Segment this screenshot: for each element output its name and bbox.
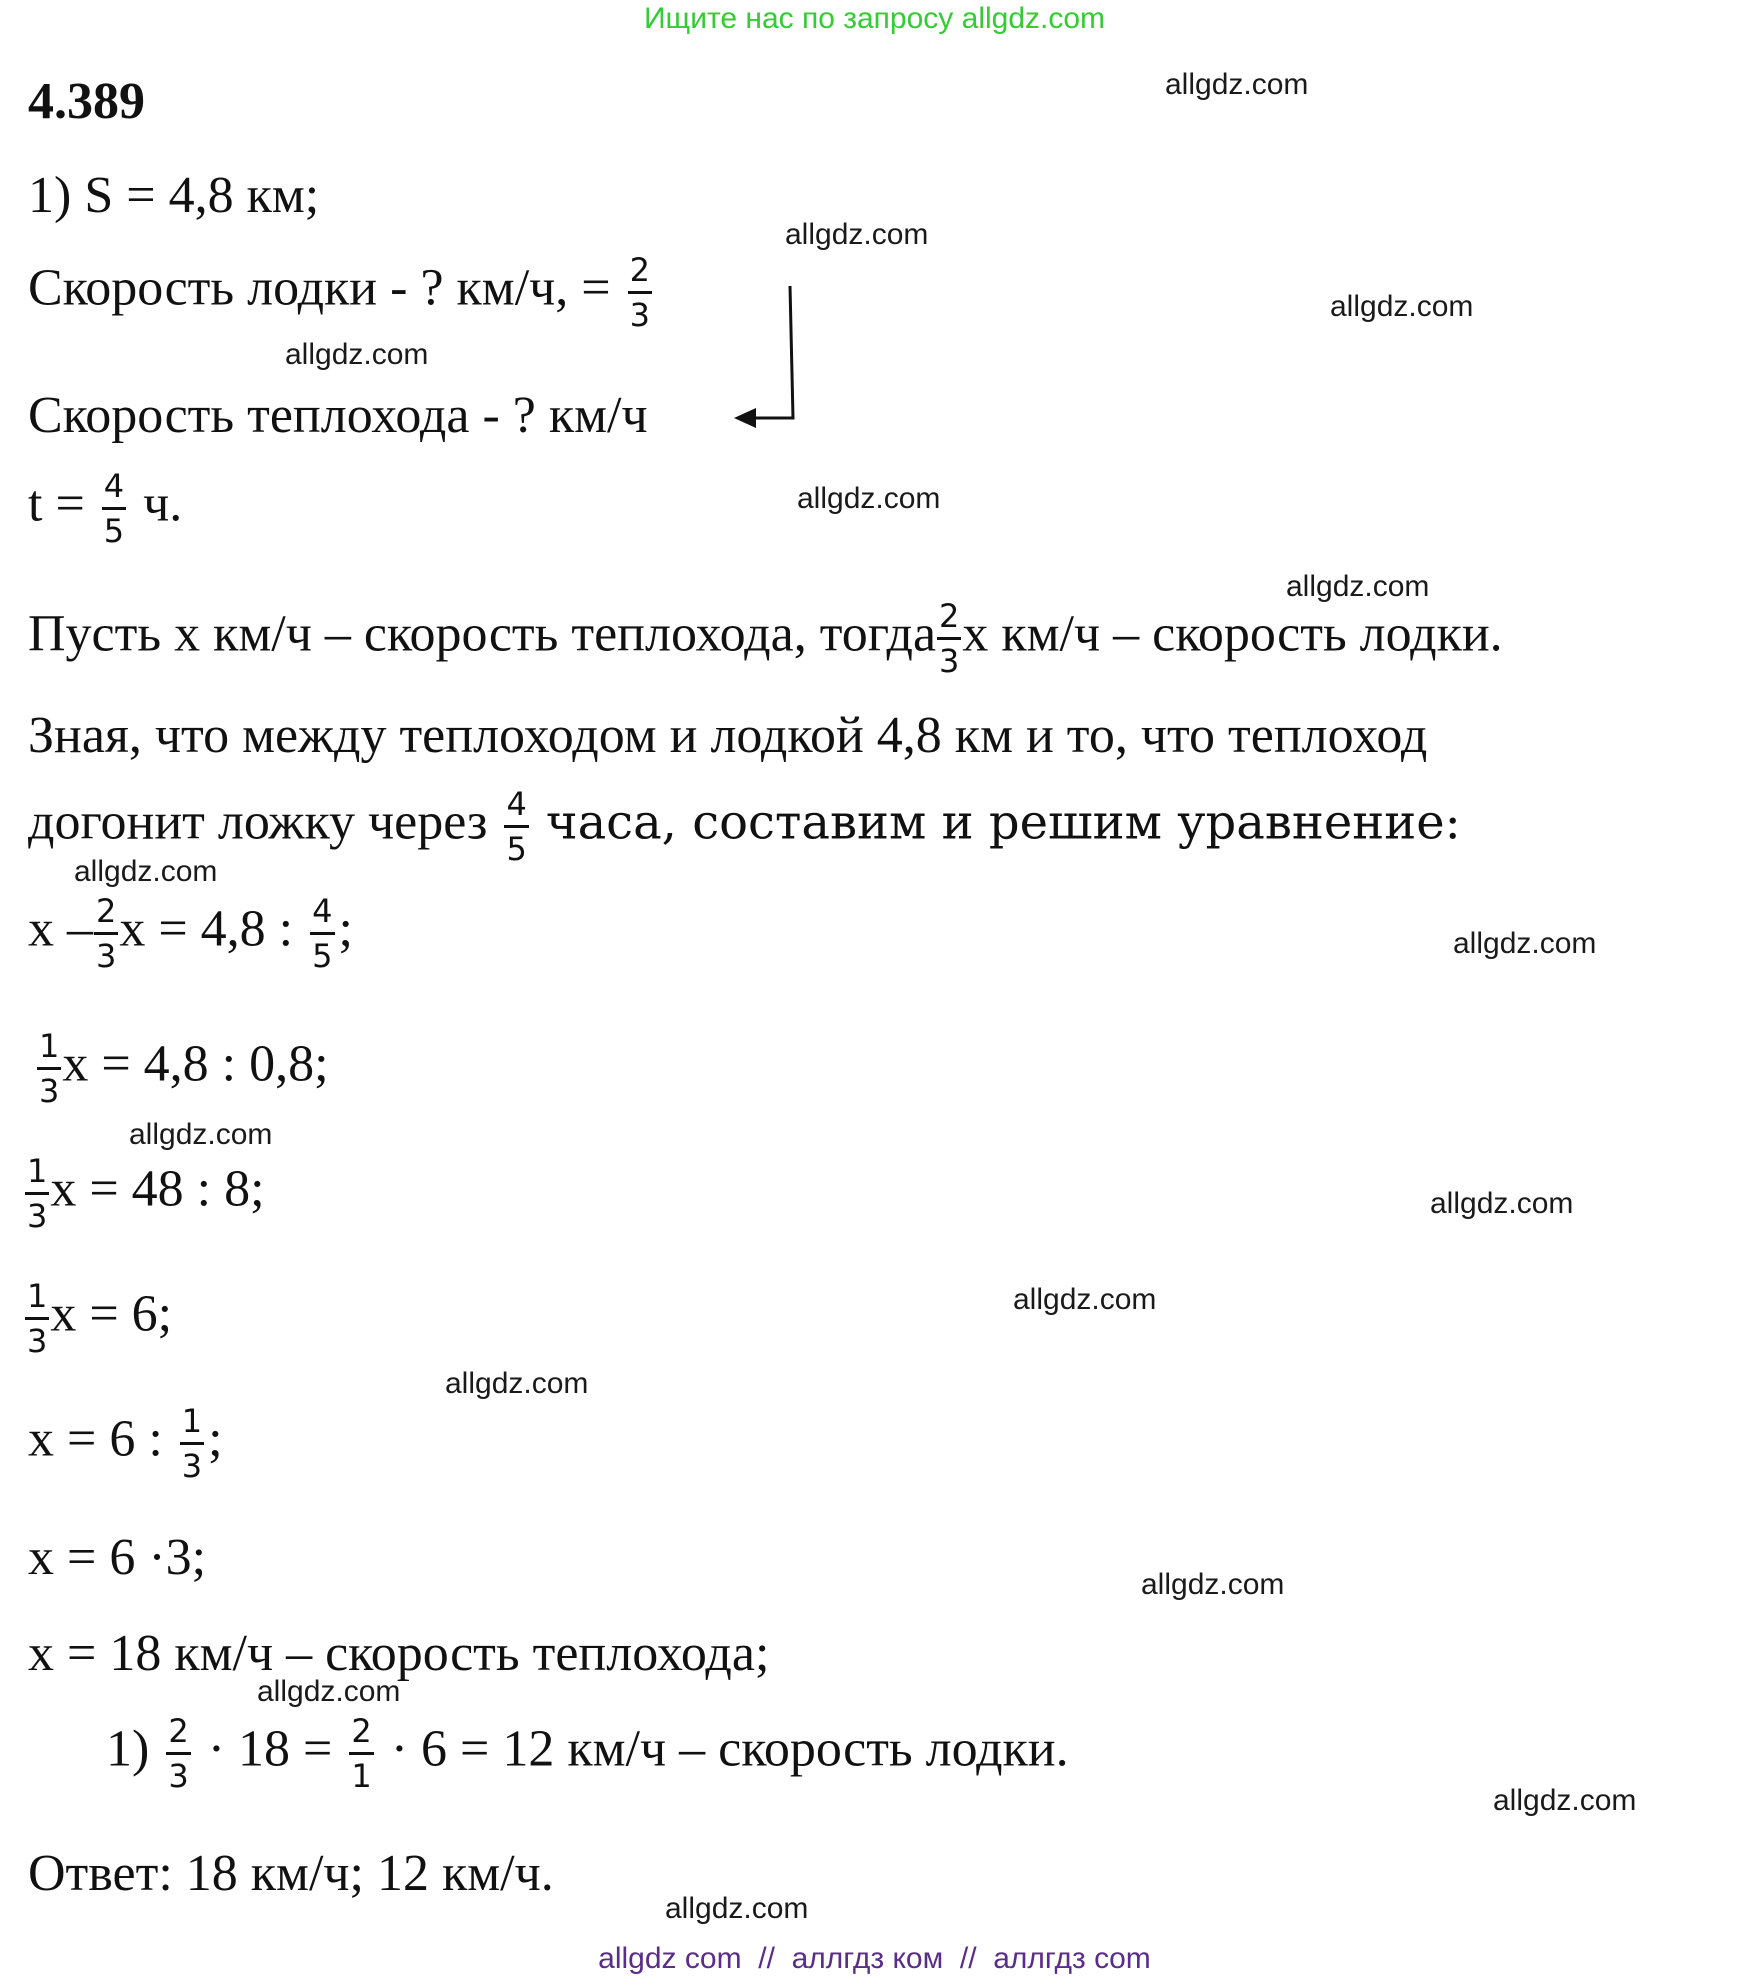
watermark: allgdz.com	[257, 1675, 401, 1708]
fraction	[937, 597, 961, 680]
equation-4	[24, 1277, 173, 1360]
fraction-numerator: 4	[102, 470, 126, 510]
catch-prefix: догонит ложку через	[28, 793, 488, 851]
watermark: allgdz.com	[797, 482, 941, 515]
fraction-denominator: 1	[351, 1757, 372, 1795]
fraction-numerator: 1	[180, 1405, 204, 1445]
fraction-numerator: 2	[628, 254, 652, 294]
watermark: allgdz.com	[1453, 927, 1597, 960]
eq4-b: х = 6;	[50, 1285, 173, 1343]
step-c: · 6 = 12 км/ч – скорость лодки.	[390, 1720, 1069, 1778]
fraction-denominator: 3	[939, 642, 960, 680]
given-ship-speed: Скорость теплохода - ? км/ч	[28, 387, 648, 444]
fraction-denominator: 5	[103, 512, 125, 550]
eq3-b: х = 48 : 8;	[50, 1160, 265, 1218]
fraction-denominator: 3	[629, 296, 650, 334]
watermark: allgdz.com	[129, 1118, 273, 1151]
fraction	[166, 1712, 190, 1795]
catch-statement	[28, 785, 1461, 868]
eq5-c: ;	[208, 1410, 223, 1468]
eq1-a: х –	[28, 900, 93, 958]
fraction-denominator: 5	[506, 830, 527, 868]
fraction-numerator: 1	[25, 1280, 49, 1320]
given-boat-speed	[28, 251, 656, 334]
fraction-numerator: 2	[349, 1715, 373, 1755]
watermark: allgdz.com	[285, 338, 429, 371]
let-suffix: х км/ч – скорость лодки.	[962, 605, 1503, 663]
fraction-numerator: 2	[937, 600, 961, 640]
eq5-a: х = 6 :	[28, 1410, 163, 1468]
fraction-numerator: 4	[504, 788, 528, 828]
fraction-denominator: 3	[27, 1197, 48, 1235]
let-statement	[28, 597, 1503, 680]
fraction-denominator: 3	[181, 1447, 203, 1485]
problem-number: 4.389	[28, 73, 145, 130]
given-distance: 1) S = 4,8 км;	[28, 167, 320, 224]
boat-speed-label: Скорость лодки - ? км/ч, =	[28, 259, 611, 317]
watermark: allgdz.com	[1165, 68, 1309, 101]
step-boat-speed	[106, 1712, 1069, 1795]
watermark: allgdz.com	[445, 1367, 589, 1400]
watermark: allgdz.com	[1286, 570, 1430, 603]
fraction	[349, 1712, 373, 1795]
fraction	[25, 1152, 49, 1235]
equation-3	[24, 1152, 265, 1235]
fraction	[25, 1277, 49, 1360]
fraction-numerator: 1	[37, 1030, 61, 1070]
fraction	[94, 892, 118, 975]
time-prefix: t =	[28, 475, 85, 533]
fraction-denominator: 3	[27, 1322, 48, 1360]
eq1-b: х = 4,8 :	[119, 900, 294, 958]
fraction	[37, 1027, 61, 1110]
time-suffix: ч.	[143, 475, 183, 533]
watermark: allgdz.com	[785, 218, 929, 251]
fraction	[102, 467, 126, 550]
answer: Ответ: 18 км/ч; 12 км/ч.	[28, 1845, 554, 1902]
watermark: allgdz.com	[1330, 290, 1474, 323]
watermark: allgdz.com	[1141, 1568, 1285, 1601]
relation-arrow-icon	[730, 280, 805, 430]
catch-suffix: часа, составим и решим уравнение:	[545, 794, 1461, 851]
fraction-denominator: 3	[39, 1072, 60, 1110]
fraction-denominator: 3	[96, 937, 117, 975]
let-prefix: Пусть х км/ч – скорость теплохода, тогда	[28, 605, 937, 663]
eq1-c: ;	[338, 900, 353, 958]
fraction-numerator: 1	[25, 1155, 49, 1195]
equation-2	[36, 1027, 329, 1110]
fraction	[180, 1402, 204, 1485]
fraction-numerator: 2	[94, 895, 118, 935]
eq2-b: х = 4,8 : 0,8;	[62, 1035, 329, 1093]
watermark: allgdz.com	[1013, 1283, 1157, 1316]
fraction-numerator: 2	[166, 1715, 190, 1755]
equation-6: х = 6 ·3;	[28, 1529, 207, 1586]
step-number: 1)	[106, 1720, 150, 1778]
fraction-denominator: 5	[312, 937, 333, 975]
fraction	[310, 892, 334, 975]
fraction	[504, 785, 528, 868]
knowing-statement: Зная, что между теплоходом и лодкой 4,8 км и то, что теплоход	[28, 707, 1428, 764]
top-banner: Ищите нас по запросу allgdz.com	[643, 2, 1106, 35]
equation-7: х = 18 км/ч – скорость теплохода;	[28, 1625, 770, 1682]
equation-1	[28, 892, 353, 975]
watermark: allgdz.com	[1430, 1187, 1574, 1220]
watermark: allgdz.com	[665, 1892, 809, 1925]
step-b: · 18 =	[207, 1720, 333, 1778]
fraction-numerator: 4	[310, 895, 334, 935]
watermark: allgdz.com	[74, 855, 218, 888]
fraction-denominator: 3	[168, 1757, 189, 1795]
footer-links: allgdz com // аллгдз ком // аллгдз com	[598, 1942, 1151, 1975]
fraction	[628, 251, 652, 334]
equation-5	[28, 1402, 223, 1485]
watermark: allgdz.com	[1493, 1784, 1637, 1817]
given-time	[28, 467, 183, 550]
